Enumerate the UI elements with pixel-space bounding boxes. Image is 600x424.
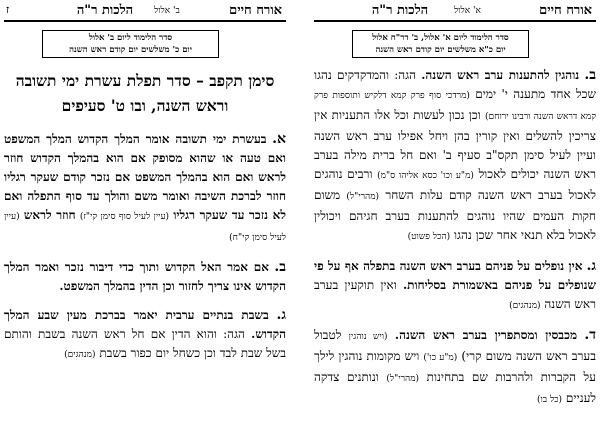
paragraph-main-text: בעשרת ימי תשובה אומר המלך הקדוש המלך המשפט ואם טעה או שהוא מסופק אם הוא בהמלך הקדוש חוזר לראש ואם הוא בהמלך המשפט אם נזכר קודם שעקר רגליו חוזר לברכת השיבה ואומר משם והולך עד סוף התפלה ואם לא נזכר עד שעקר רגליו [4, 132, 286, 222]
gloss-text: ואין תוקעין בערב ראש השנה [314, 278, 596, 311]
gloss-text: ורבים נוהגים לאכול בערב ראש השנה קודם עלות השחר [314, 167, 596, 202]
citation: (מ"ע וכו' כסא אליהו ס"מ) [377, 171, 474, 181]
gloss-text: הגה: והוא הדין אם חל ראש השנה בשבת והותם בשל שבת לבד וכן כשחל יום כפור בשבת [4, 327, 286, 360]
paragraph [4, 130, 286, 248]
citation: (ויש נוהגין [348, 332, 388, 342]
paragraph-label: ד. [584, 327, 596, 343]
chapter-title: סימן תקפב – סדר תפלת עשרת ימי תשובה וראש השנה, ובו ט' סעיפים [15, 71, 275, 115]
paragraph-main-text: בשבת בנתיים ערבית יאמר בברכת מעין שבע המלך הקדוש. [4, 308, 286, 341]
page-header [4, 2, 286, 22]
gloss-text: משום חקות העמים שהיו נוהגים להתענות בערב חגיהם ויכולין לאכול בלא תנאי אחר שכן נהגו [314, 188, 596, 242]
citation: (מנהגים) [509, 301, 541, 311]
section-name: אורח חיים [229, 3, 282, 18]
paragraph-label: ג. [276, 307, 286, 323]
citation: (מנהגים) [64, 350, 96, 360]
paragraph-label: ב. [274, 259, 286, 275]
paragraph-main-text: נוהגין להתענות ערב ראש השנה. [421, 68, 580, 82]
gloss-text: הגה: והמדקדקים נהגו שכל אחד מתענה י' ימים [314, 68, 596, 101]
citation: (מהרי"ל) [346, 192, 380, 202]
right-page [314, 0, 596, 424]
paragraph-label: ג. [586, 258, 596, 274]
citation: (עיין לעיל סוף סימן קי"ז) [79, 212, 170, 222]
gloss-text: ויש מקומות נוהגין לילך על הקברות ולהרבות שם בתחינות [314, 349, 596, 384]
citation: (מ"ע כו') [423, 353, 458, 363]
paragraph-main-text: חוזר לראש [23, 208, 76, 222]
header-date: א' אלול [454, 6, 481, 16]
schedule-line: יום כ"א משלשים יום קודם ראש השנה [375, 45, 506, 55]
gloss-text: לטבול בערב ראש השנה משום קרי) [314, 328, 596, 363]
paragraph-main-text: אין נופלים על פניהם בערב ראש השנה בתפלה אף על פי שנופלים על פניהם באשמורת בסליחות. [314, 259, 596, 292]
paragraph [314, 326, 596, 410]
citation: (כל בו) [536, 395, 563, 405]
citation: (הכל פשוט) [407, 232, 451, 242]
study-schedule-box [42, 30, 219, 58]
page-header [314, 2, 596, 22]
paragraph-label: ב. [584, 67, 596, 83]
paragraph-main-text: אם אמר האל הקדוש ותוך כדי דיבור נזכר ואמר המלך הקדוש אינו צריך לחזור וכן הדין בהמלך המשפט. [4, 260, 286, 293]
page-number: ז [6, 3, 10, 16]
left-page [4, 0, 286, 424]
gloss-text: ונותנים צדקה לעניים [314, 370, 596, 405]
paragraph [314, 66, 596, 247]
page-body [4, 130, 286, 375]
paragraph-main-text: מכבסין ומסתפרין בערב ראש השנה. [394, 328, 578, 342]
book-title: הלכות ר"ה [371, 3, 429, 18]
study-schedule-box [352, 30, 529, 58]
page-body [314, 66, 596, 420]
section-name: אורח חיים [539, 3, 592, 18]
schedule-line: יום כ' משלשים יום קודם ראש השנה [69, 45, 192, 55]
gloss-text: וכן נכון לעשות וכל אלו התעניות אין צריכין להשלים ואין קורין בהן ויחל אפילו ערב ראש השנה ועיין לעיל סימן תקס"ב סעיף ב' ואם חל ברית מילה בערב ראש השנה יכולים לאכול [314, 108, 596, 181]
header-date: ב' אלול [154, 6, 180, 16]
schedule-line: סדר הלימוד ליום א' אלול, ב' דר"ח אלול [372, 33, 509, 43]
paragraph-label: א. [272, 131, 286, 147]
paragraph [314, 257, 596, 316]
book-title: הלכות ר"ה [76, 3, 134, 18]
schedule-line: סדר הלימוד ליום ב' אלול [88, 33, 173, 43]
citation: (מרדכי סוף פרק קמא דלקיש ותוספות פרק קמא דראש השנה ורבינו ירוחם) [314, 91, 596, 122]
paragraph [4, 258, 286, 296]
citation: (עיין לעיל סימן קי"ח) [4, 212, 286, 243]
citation: (מהרי"ל) [386, 374, 420, 384]
paragraph [4, 306, 286, 365]
